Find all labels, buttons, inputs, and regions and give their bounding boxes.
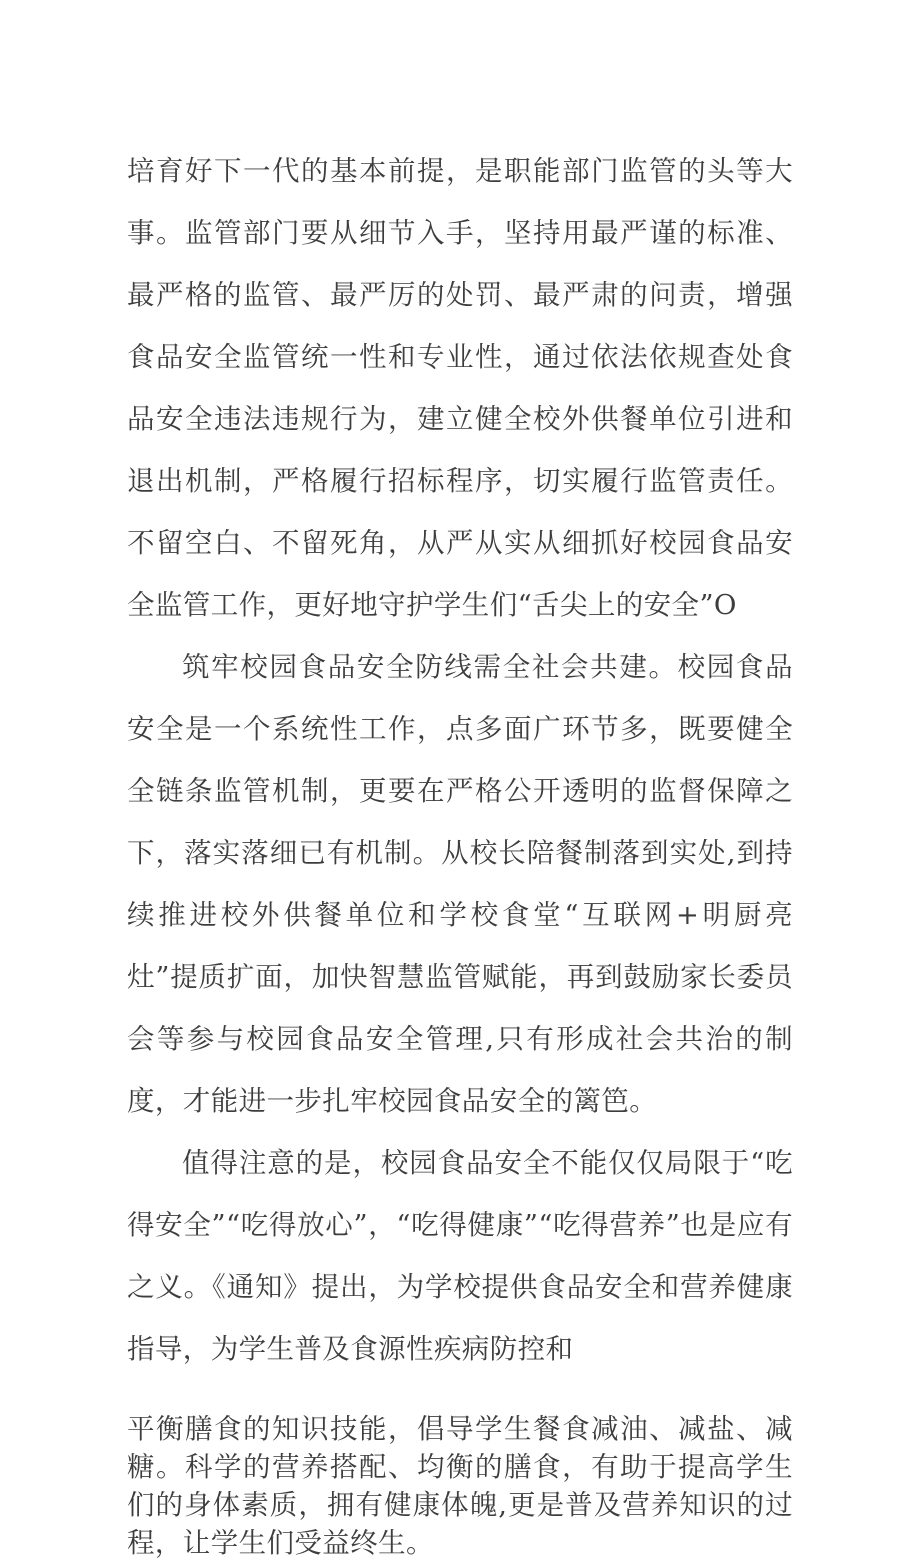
paragraph-3: 值得注意的是，校园食品安全不能仅仅局限于“吃得安全”“吃得放心”，“吃得健康”“吃得营养”也是应有之义。《通知》提出，为学校提供食品安全和营养健康指导，为学生普及食源性疾病防控和 [127,1147,793,1365]
paragraph-4: 平衡膳食的知识技能，倡导学生餐食减油、减盐、减糖。科学的营养搭配、均衡的膳食，有助于提高学生们的身体素质，拥有健康体魄,更是普及营养知识的过程，让学生们受益终生。 [127,1413,793,1559]
document-text-column [127,140,793,1562]
paragraph-2: 筑牢校园食品安全防线需全社会共建。校园食品安全是一个系统性工作，点多面广环节多，既要健全全链条监管机制，更要在严格公开透明的监督保障之下，落实落细已有机制。从校长陪餐制落到实处,到持续推进校外供餐单位和学校食堂“互联网+明厨亮灶”提质扩面，加快智慧监管赋能，再到鼓励家长委员会等参与校园食品安全管理,只有形成社会共治的制度，才能进一步扎牢校园食品安全的篱笆。 [127,651,793,1117]
paragraph-1: 培育好下一代的基本前提，是职能部门监管的头等大事。监管部门要从细节入手，坚持用最严谨的标准、最严格的监管、最严厉的处罚、最严肃的问责，增强食品安全监管统一性和专业性，通过依法依规查处食品安全违法违规行为，建立健全校外供餐单位引进和退出机制，严格履行招标程序，切实履行监管责任。不留空白、不留死角，从严从实从细抓好校园食品安全监管工作，更好地守护学生们“舌尖上的安全”O [127,155,793,621]
